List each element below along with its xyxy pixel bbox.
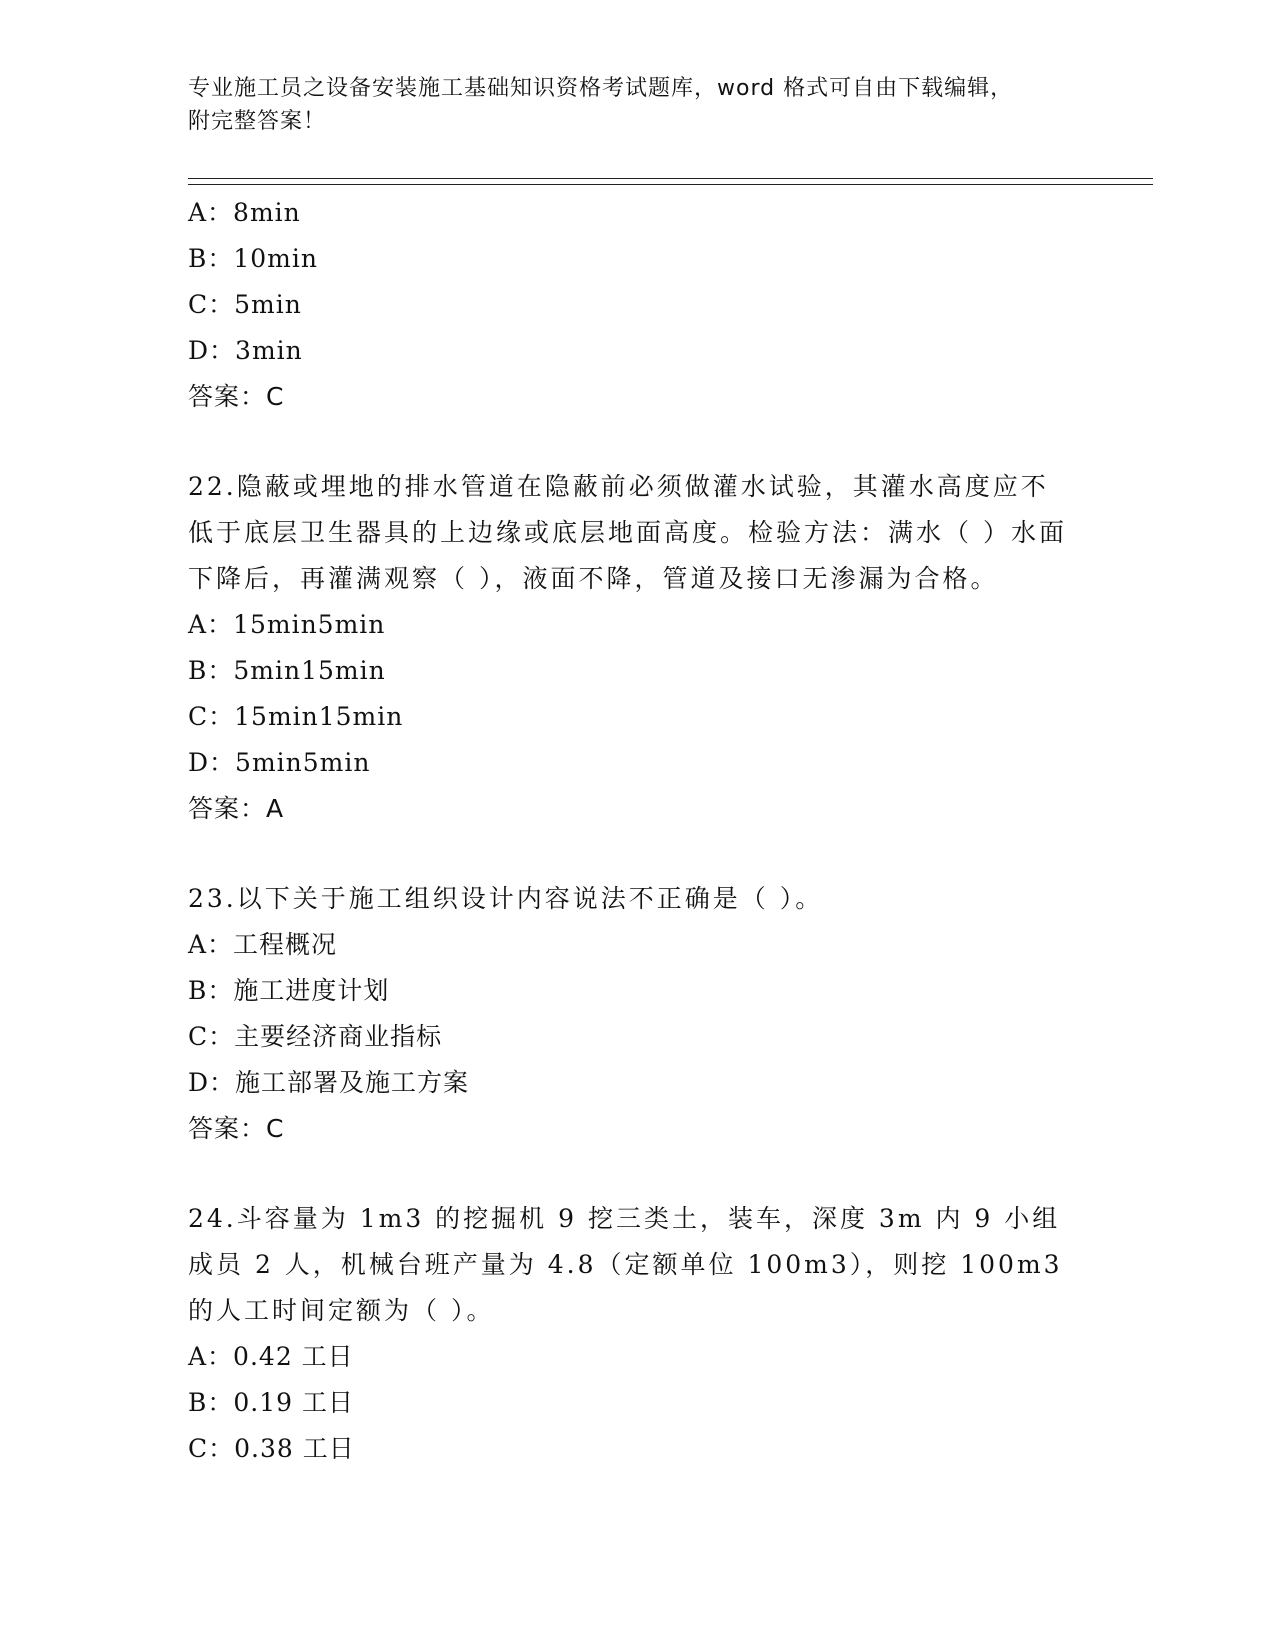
option-c: C：主要经济商业指标 xyxy=(188,1022,443,1051)
question-24 xyxy=(188,1196,1068,1472)
option-a: A：0.42 工日 xyxy=(188,1342,354,1371)
option-d: D：3min xyxy=(188,336,303,365)
option-d: D：5min5min xyxy=(188,748,371,777)
question-list xyxy=(188,190,1068,1472)
header-line-2: 附完整答案！ xyxy=(188,109,327,134)
spacer xyxy=(188,420,1068,464)
answer: 答案：C xyxy=(188,382,285,411)
question-text: 22.隐蔽或埋地的排水管道在隐蔽前必须做灌水试验，其灌水高度应不低于底层卫生器具的上边缘或底层地面高度。检验方法：满水（ ）水面下降后，再灌满观察（ ），液面不降，管道及接口无渗漏为合格。 xyxy=(188,472,1067,593)
option-b: B：施工进度计划 xyxy=(188,976,390,1005)
question-23 xyxy=(188,876,1068,1152)
option-a: A：工程概况 xyxy=(188,930,338,959)
question-text: 23.以下关于施工组织设计内容说法不正确是（ ）。 xyxy=(188,884,824,913)
question-text: 24.斗容量为 1m3 的挖掘机 9 挖三类土，装车，深度 3m 内 9 小组成员 2 人，机械台班产量为 4.8（定额单位 100m3），则挖 100m3 的人工时间定额为（ ）。 xyxy=(188,1204,1063,1325)
spacer xyxy=(188,832,1068,876)
answer: 答案：C xyxy=(188,1114,285,1143)
option-b: B：10min xyxy=(188,244,318,273)
option-c: C：5min xyxy=(188,290,302,319)
spacer xyxy=(188,1152,1068,1196)
option-b: B：5min15min xyxy=(188,656,386,685)
header-divider xyxy=(188,178,1153,185)
document-header xyxy=(188,72,1068,138)
option-a: A：8min xyxy=(188,198,301,227)
option-d: D：施工部署及施工方案 xyxy=(188,1068,470,1097)
header-line-1: 专业施工员之设备安装施工基础知识资格考试题库，word 格式可自由下载编辑， xyxy=(188,76,1014,101)
answer: 答案：A xyxy=(188,794,285,823)
option-c: C：15min15min xyxy=(188,702,404,731)
option-a: A：15min5min xyxy=(188,610,386,639)
question-22 xyxy=(188,464,1068,832)
option-c: C：0.38 工日 xyxy=(188,1434,355,1463)
option-b: B：0.19 工日 xyxy=(188,1388,354,1417)
question-21 xyxy=(188,190,1068,420)
